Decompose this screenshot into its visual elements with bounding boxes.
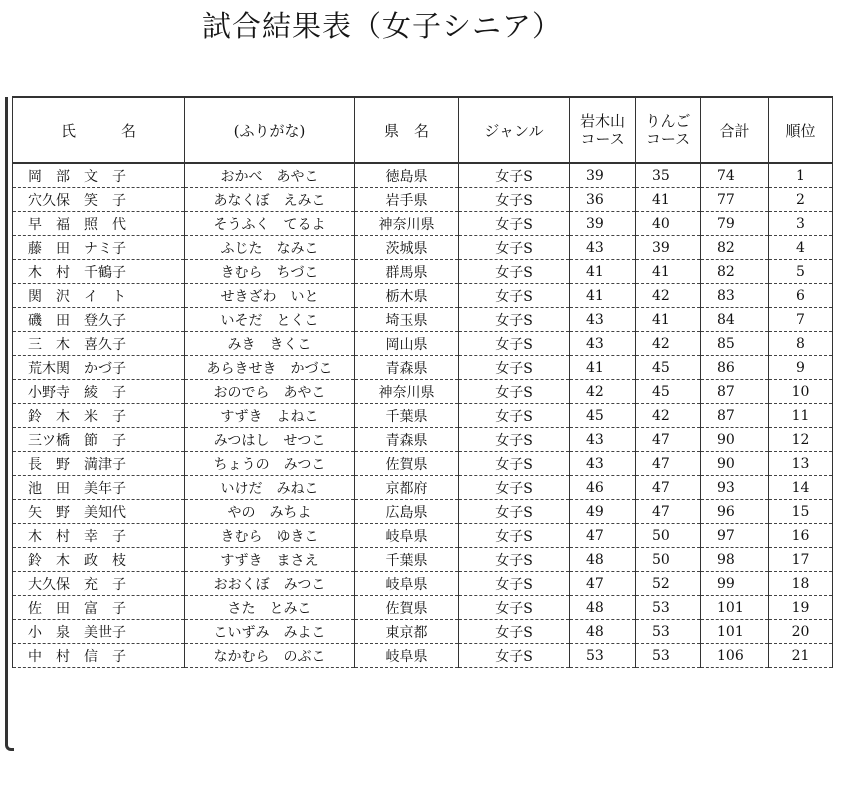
cell-rank: 14 — [769, 476, 833, 500]
cell-course2: 45 — [636, 356, 701, 380]
cell-course1: 41 — [570, 260, 636, 284]
cell-pref: 青森県 — [355, 428, 459, 452]
cell-rank: 8 — [769, 332, 833, 356]
cell-total: 98 — [701, 548, 769, 572]
cell-pref: 千葉県 — [355, 548, 459, 572]
cell-pref: 佐賀県 — [355, 596, 459, 620]
cell-total: 101 — [701, 596, 769, 620]
cell-rank: 19 — [769, 596, 833, 620]
cell-genre: 女子S — [459, 236, 570, 260]
cell-kana: なかむら のぶこ — [185, 644, 355, 668]
cell-course1: 42 — [570, 380, 636, 404]
cell-pref: 東京都 — [355, 620, 459, 644]
cell-rank: 15 — [769, 500, 833, 524]
table-row — [13, 572, 833, 596]
cell-rank: 11 — [769, 404, 833, 428]
table-row — [13, 596, 833, 620]
cell-rank: 16 — [769, 524, 833, 548]
table-row — [13, 644, 833, 668]
cell-course2: 53 — [636, 596, 701, 620]
cell-total: 84 — [701, 308, 769, 332]
cell-genre: 女子S — [459, 524, 570, 548]
cell-name: 木 村 幸 子 — [13, 524, 185, 548]
cell-course2: 42 — [636, 332, 701, 356]
cell-rank: 18 — [769, 572, 833, 596]
cell-genre: 女子S — [459, 404, 570, 428]
results-table — [12, 96, 833, 668]
cell-course1: 41 — [570, 284, 636, 308]
cell-genre: 女子S — [459, 212, 570, 236]
cell-pref: 青森県 — [355, 356, 459, 380]
cell-course1: 39 — [570, 163, 636, 188]
cell-name: 池 田 美年子 — [13, 476, 185, 500]
cell-course2: 50 — [636, 548, 701, 572]
cell-genre: 女子S — [459, 380, 570, 404]
cell-genre: 女子S — [459, 548, 570, 572]
cell-genre: 女子S — [459, 596, 570, 620]
cell-rank: 20 — [769, 620, 833, 644]
table-row — [13, 332, 833, 356]
header-row — [13, 97, 833, 163]
cell-course1: 43 — [570, 452, 636, 476]
cell-name: 鈴 木 政 枝 — [13, 548, 185, 572]
cell-kana: やの みちよ — [185, 500, 355, 524]
cell-total: 82 — [701, 260, 769, 284]
cell-kana: こいずみ みよこ — [185, 620, 355, 644]
cell-total: 101 — [701, 620, 769, 644]
cell-kana: あらきせき かづこ — [185, 356, 355, 380]
cell-genre: 女子S — [459, 644, 570, 668]
cell-genre: 女子S — [459, 476, 570, 500]
cell-course2: 47 — [636, 476, 701, 500]
cell-course1: 48 — [570, 596, 636, 620]
cell-name: 穴久保 笑 子 — [13, 188, 185, 212]
cell-course1: 43 — [570, 236, 636, 260]
cell-name: 小野寺 綾 子 — [13, 380, 185, 404]
header-total: 合計 — [701, 97, 769, 163]
cell-course2: 53 — [636, 620, 701, 644]
cell-course1: 43 — [570, 332, 636, 356]
cell-total: 79 — [701, 212, 769, 236]
header-kana: (ふりがな) — [185, 97, 355, 163]
table-row — [13, 620, 833, 644]
cell-rank: 5 — [769, 260, 833, 284]
cell-course2: 47 — [636, 428, 701, 452]
table-row — [13, 404, 833, 428]
cell-rank: 9 — [769, 356, 833, 380]
cell-genre: 女子S — [459, 284, 570, 308]
table-row — [13, 356, 833, 380]
cell-genre: 女子S — [459, 332, 570, 356]
cell-rank: 10 — [769, 380, 833, 404]
table-row — [13, 476, 833, 500]
table-row — [13, 188, 833, 212]
table-row — [13, 260, 833, 284]
cell-name: 鈴 木 米 子 — [13, 404, 185, 428]
cell-total: 106 — [701, 644, 769, 668]
header-rank: 順位 — [769, 97, 833, 163]
cell-genre: 女子S — [459, 428, 570, 452]
cell-course2: 41 — [636, 308, 701, 332]
cell-name: 荒木関 かづ子 — [13, 356, 185, 380]
cell-course2: 40 — [636, 212, 701, 236]
cell-genre: 女子S — [459, 163, 570, 188]
header-course1 — [570, 97, 636, 163]
header-course2-line1: りんご — [645, 112, 691, 130]
header-name: 氏 名 — [13, 97, 185, 163]
header-course2-line2: コース — [645, 130, 691, 148]
table-row — [13, 236, 833, 260]
cell-course1: 36 — [570, 188, 636, 212]
cell-course2: 42 — [636, 284, 701, 308]
cell-pref: 岐阜県 — [355, 572, 459, 596]
cell-genre: 女子S — [459, 308, 570, 332]
cell-name: 佐 田 富 子 — [13, 596, 185, 620]
cell-course1: 47 — [570, 524, 636, 548]
cell-pref: 埼玉県 — [355, 308, 459, 332]
cell-rank: 3 — [769, 212, 833, 236]
cell-name: 矢 野 美知代 — [13, 500, 185, 524]
cell-kana: すずき よねこ — [185, 404, 355, 428]
cell-pref: 広島県 — [355, 500, 459, 524]
cell-kana: さた とみこ — [185, 596, 355, 620]
cell-rank: 13 — [769, 452, 833, 476]
cell-genre: 女子S — [459, 452, 570, 476]
cell-kana: いけだ みねこ — [185, 476, 355, 500]
header-course1-line1: 岩木山 — [579, 112, 625, 130]
cell-kana: ふじた なみこ — [185, 236, 355, 260]
cell-pref: 岐阜県 — [355, 644, 459, 668]
cell-course2: 35 — [636, 163, 701, 188]
cell-pref: 佐賀県 — [355, 452, 459, 476]
cell-kana: ちょうの みつこ — [185, 452, 355, 476]
cell-rank: 12 — [769, 428, 833, 452]
page-title: 試合結果表（女子シニア） — [202, 9, 563, 43]
cell-pref: 茨城県 — [355, 236, 459, 260]
cell-total: 74 — [701, 163, 769, 188]
cell-pref: 群馬県 — [355, 260, 459, 284]
cell-kana: きむら ゆきこ — [185, 524, 355, 548]
header-course1-line2: コース — [580, 130, 625, 148]
table-row — [13, 548, 833, 572]
cell-course2: 41 — [636, 260, 701, 284]
cell-name: 中 村 信 子 — [13, 644, 185, 668]
table-row — [13, 212, 833, 236]
cell-name: 岡 部 文 子 — [13, 163, 185, 188]
cell-course2: 41 — [636, 188, 701, 212]
cell-pref: 岩手県 — [355, 188, 459, 212]
table-row — [13, 500, 833, 524]
cell-course1: 43 — [570, 308, 636, 332]
cell-rank: 4 — [769, 236, 833, 260]
cell-course1: 46 — [570, 476, 636, 500]
cell-name: 三ツ橋 節 子 — [13, 428, 185, 452]
cell-pref: 神奈川県 — [355, 380, 459, 404]
cell-name: 大久保 充 子 — [13, 572, 185, 596]
cell-name: 長 野 満津子 — [13, 452, 185, 476]
cell-course1: 41 — [570, 356, 636, 380]
cell-name: 藤 田 ナミ子 — [13, 236, 185, 260]
cell-kana: みつはし せつこ — [185, 428, 355, 452]
cell-total: 82 — [701, 236, 769, 260]
header-genre: ジャンル — [459, 97, 570, 163]
cell-total: 87 — [701, 380, 769, 404]
table-row — [13, 284, 833, 308]
cell-rank: 6 — [769, 284, 833, 308]
table-row — [13, 163, 833, 188]
cell-name: 木 村 千鶴子 — [13, 260, 185, 284]
cell-kana: せきざわ いと — [185, 284, 355, 308]
cell-rank: 1 — [769, 163, 833, 188]
cell-course1: 45 — [570, 404, 636, 428]
cell-genre: 女子S — [459, 500, 570, 524]
cell-course1: 43 — [570, 428, 636, 452]
cell-course2: 53 — [636, 644, 701, 668]
cell-name: 小 泉 美世子 — [13, 620, 185, 644]
cell-pref: 徳島県 — [355, 163, 459, 188]
table-row — [13, 428, 833, 452]
cell-pref: 千葉県 — [355, 404, 459, 428]
cell-course1: 47 — [570, 572, 636, 596]
cell-total: 93 — [701, 476, 769, 500]
cell-total: 83 — [701, 284, 769, 308]
cell-total: 99 — [701, 572, 769, 596]
cell-rank: 7 — [769, 308, 833, 332]
cell-pref: 岡山県 — [355, 332, 459, 356]
cell-kana: すずき まさえ — [185, 548, 355, 572]
cell-course1: 48 — [570, 620, 636, 644]
cell-genre: 女子S — [459, 356, 570, 380]
cell-name: 三 木 喜久子 — [13, 332, 185, 356]
cell-course2: 47 — [636, 500, 701, 524]
cell-name: 磯 田 登久子 — [13, 308, 185, 332]
cell-kana: いそだ とくこ — [185, 308, 355, 332]
cell-kana: きむら ちづこ — [185, 260, 355, 284]
cell-kana: みき きくこ — [185, 332, 355, 356]
cell-genre: 女子S — [459, 260, 570, 284]
cell-rank: 17 — [769, 548, 833, 572]
cell-total: 90 — [701, 428, 769, 452]
cell-genre: 女子S — [459, 572, 570, 596]
cell-pref: 神奈川県 — [355, 212, 459, 236]
cell-course2: 47 — [636, 452, 701, 476]
header-pref: 県 名 — [355, 97, 459, 163]
cell-pref: 栃木県 — [355, 284, 459, 308]
table-row — [13, 308, 833, 332]
cell-course2: 39 — [636, 236, 701, 260]
cell-pref: 岐阜県 — [355, 524, 459, 548]
cell-rank: 21 — [769, 644, 833, 668]
cell-course1: 49 — [570, 500, 636, 524]
table-row — [13, 380, 833, 404]
cell-course1: 53 — [570, 644, 636, 668]
cell-total: 90 — [701, 452, 769, 476]
cell-total: 85 — [701, 332, 769, 356]
cell-total: 87 — [701, 404, 769, 428]
cell-genre: 女子S — [459, 620, 570, 644]
cell-total: 77 — [701, 188, 769, 212]
cell-kana: そうふく てるよ — [185, 212, 355, 236]
cell-name: 早 福 照 代 — [13, 212, 185, 236]
cell-kana: おおくぼ みつこ — [185, 572, 355, 596]
cell-kana: あなくぼ えみこ — [185, 188, 355, 212]
cell-total: 86 — [701, 356, 769, 380]
cell-course1: 48 — [570, 548, 636, 572]
cell-course1: 39 — [570, 212, 636, 236]
cell-kana: おかべ あやこ — [185, 163, 355, 188]
cell-name: 関 沢 イ ト — [13, 284, 185, 308]
table-row — [13, 524, 833, 548]
cell-total: 97 — [701, 524, 769, 548]
cell-kana: おのでら あやこ — [185, 380, 355, 404]
table-row — [13, 452, 833, 476]
cell-course2: 42 — [636, 404, 701, 428]
cell-course2: 52 — [636, 572, 701, 596]
cell-genre: 女子S — [459, 188, 570, 212]
cell-course2: 50 — [636, 524, 701, 548]
cell-course2: 45 — [636, 380, 701, 404]
cell-pref: 京都府 — [355, 476, 459, 500]
cell-rank: 2 — [769, 188, 833, 212]
header-course2 — [636, 97, 701, 163]
cell-total: 96 — [701, 500, 769, 524]
